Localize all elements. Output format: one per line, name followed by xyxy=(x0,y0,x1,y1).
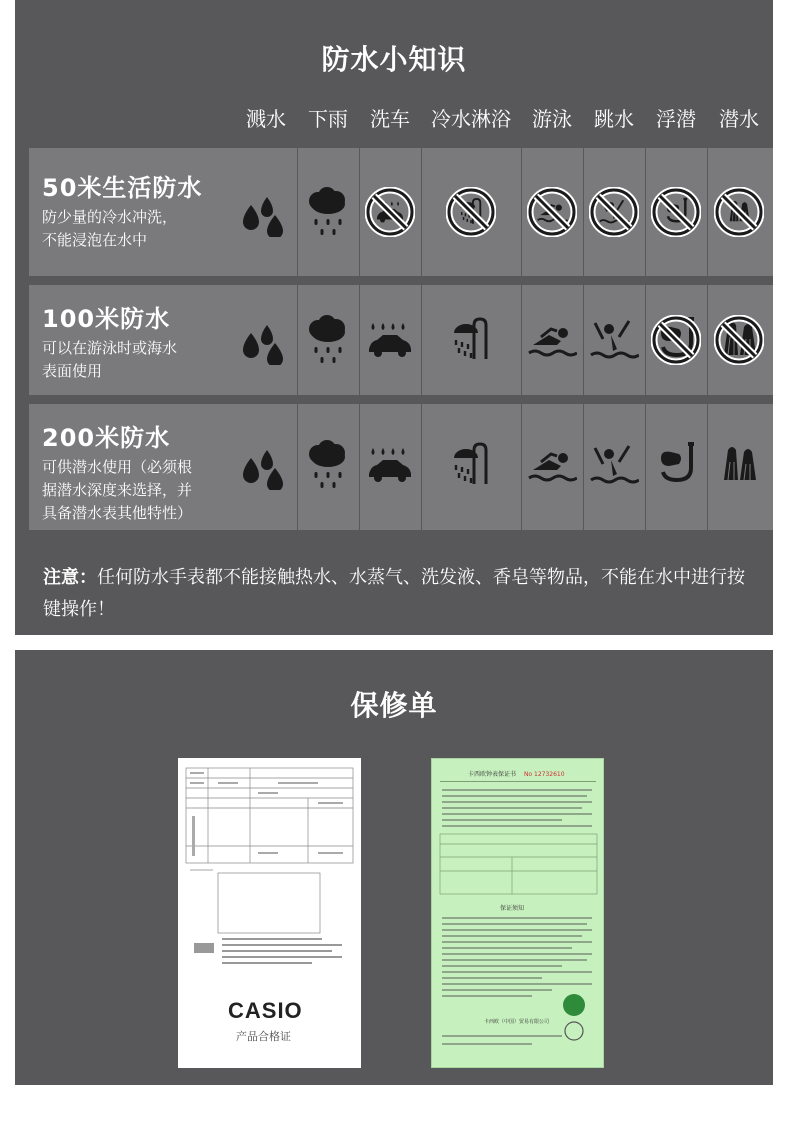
column-divider xyxy=(707,148,708,276)
splash-icon xyxy=(241,315,291,365)
snorkel-icon xyxy=(651,315,701,365)
column-header: 跳水 xyxy=(594,107,634,131)
dive-icon xyxy=(589,440,639,490)
column-header: 潜水 xyxy=(719,107,759,131)
round-stamp-icon xyxy=(565,1022,583,1040)
shower-icon xyxy=(446,440,496,490)
swim-icon xyxy=(527,440,577,490)
column-divider xyxy=(421,148,422,276)
car-wash-icon xyxy=(365,187,415,237)
rain-icon xyxy=(303,440,353,490)
column-divider xyxy=(421,404,422,530)
column-divider xyxy=(583,404,584,530)
warranty-form-graphic xyxy=(432,759,605,1069)
waterproof-note xyxy=(43,562,758,626)
fins-icon xyxy=(714,187,764,237)
column-divider xyxy=(297,148,298,276)
snorkel-icon xyxy=(651,187,701,237)
row-description-line: 不能浸泡在水中 xyxy=(42,231,148,249)
swim-icon xyxy=(527,315,577,365)
warranty-card-section: 保证须知 xyxy=(500,905,525,912)
fins-icon xyxy=(714,315,764,365)
warranty-card-number: No 12732610 xyxy=(523,771,565,778)
column-header: 溅水 xyxy=(246,107,286,131)
column-divider xyxy=(583,148,584,276)
waterproof-title: 防水小知识 xyxy=(321,43,467,76)
row-description-line: 防少量的冷水冲洗， xyxy=(42,208,178,226)
shower-icon xyxy=(446,315,496,365)
waterproof-row xyxy=(29,285,773,395)
row-title: 200米防水 xyxy=(42,424,171,452)
column-header: 洗车 xyxy=(370,107,410,131)
row-description-line: 具备潜水表其他特性） xyxy=(42,504,193,522)
waterproof-panel xyxy=(15,0,773,635)
column-divider xyxy=(707,285,708,395)
warranty-title: 保修单 xyxy=(350,689,438,722)
note-text: 任何防水手表都不能接触热水、水蒸气、洗发液、香皂等物品，不能在水中进行按键操作！ xyxy=(43,567,745,620)
casio-certificate-card xyxy=(178,758,361,1068)
warranty-card-heading: 卡西欧钟表保证书 xyxy=(468,771,517,778)
row-description-line: 表面使用 xyxy=(42,362,103,380)
column-divider xyxy=(359,404,360,530)
column-divider xyxy=(421,285,422,395)
shower-icon xyxy=(446,187,496,237)
casio-logo: CASIO xyxy=(228,998,303,1023)
dive-icon xyxy=(589,315,639,365)
column-header: 冷水淋浴 xyxy=(431,107,511,131)
waterproof-row xyxy=(29,148,773,276)
column-divider xyxy=(645,285,646,395)
row-description-line: 据潜水深度来选择，并 xyxy=(42,481,193,499)
row-description-line: 可以在游泳时或海水 xyxy=(42,339,178,357)
row-title: 50米生活防水 xyxy=(42,174,203,202)
green-seal-icon xyxy=(563,994,585,1016)
certificate-caption: 产品合格证 xyxy=(236,1030,291,1043)
column-divider xyxy=(583,285,584,395)
row-title: 100米防水 xyxy=(42,305,171,333)
fins-icon xyxy=(714,440,764,490)
note-label: 注意： xyxy=(43,567,97,588)
dive-icon xyxy=(589,187,639,237)
swim-icon xyxy=(527,187,577,237)
car-wash-icon xyxy=(365,440,415,490)
car-wash-icon xyxy=(365,315,415,365)
column-divider xyxy=(645,148,646,276)
column-divider xyxy=(707,404,708,530)
column-divider xyxy=(521,285,522,395)
splash-icon xyxy=(241,187,291,237)
column-divider xyxy=(521,148,522,276)
column-divider xyxy=(521,404,522,530)
waterproof-row xyxy=(29,404,773,530)
column-divider xyxy=(297,404,298,530)
warranty-panel xyxy=(15,650,773,1085)
column-divider xyxy=(645,404,646,530)
row-description-line: 可供潜水使用（必须根 xyxy=(42,458,193,476)
column-divider xyxy=(359,148,360,276)
snorkel-icon xyxy=(651,440,701,490)
rain-icon xyxy=(303,315,353,365)
column-header: 浮潜 xyxy=(656,107,696,131)
warranty-card-company: 卡西欧（中国）贸易有限公司 xyxy=(484,1019,550,1025)
splash-icon xyxy=(241,440,291,490)
column-divider xyxy=(297,285,298,395)
column-header: 游泳 xyxy=(532,107,572,131)
warranty-card xyxy=(431,758,604,1068)
rain-icon xyxy=(303,187,353,237)
column-divider xyxy=(359,285,360,395)
column-header: 下雨 xyxy=(308,107,348,131)
